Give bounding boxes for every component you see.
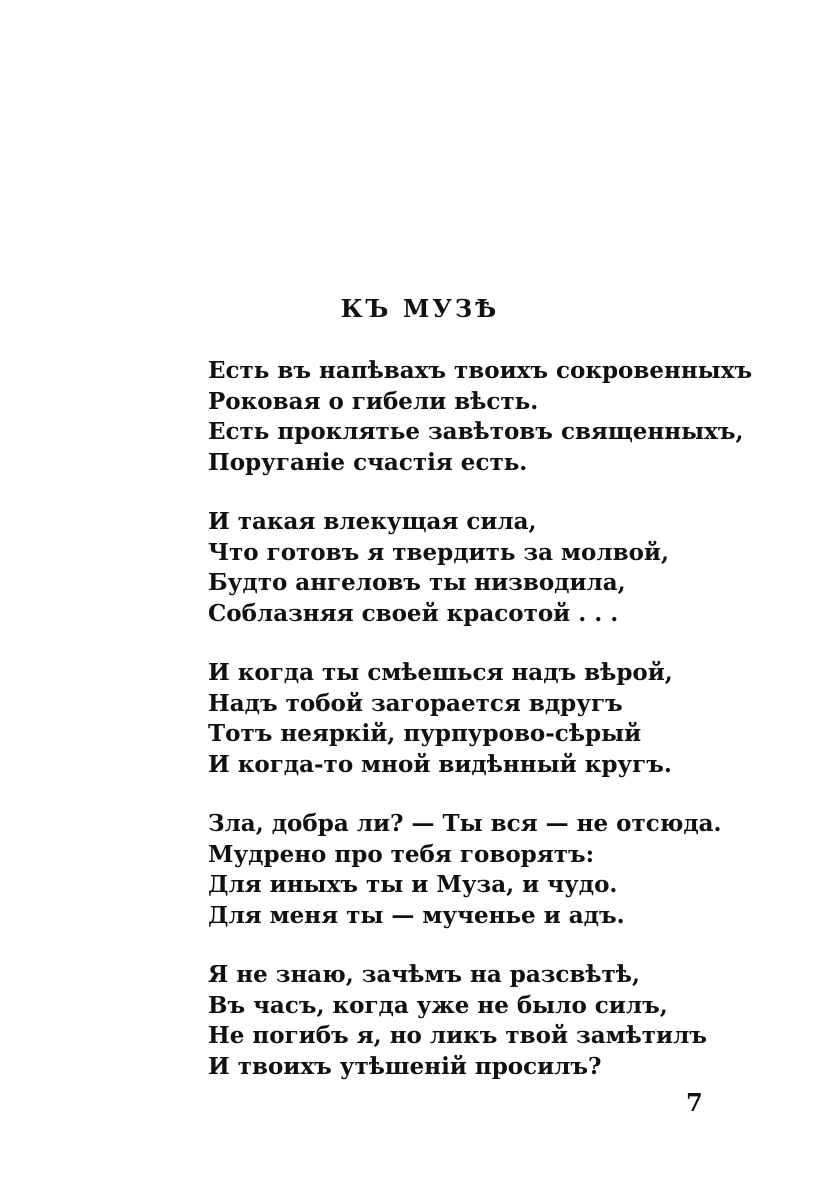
poem-line: Для иныхъ ты и Муза, и чудо. (208, 871, 618, 898)
poem-line: Будто ангеловъ ты низводила, (208, 569, 626, 596)
poem-line: Надъ тобой загорается вдругъ (208, 689, 623, 717)
poem-line: Не погибъ я, но ликъ твой замѣтилъ (208, 1022, 707, 1049)
poem-line: И когда ты смѣешься надъ вѣрой, (208, 659, 673, 686)
poem-body (208, 356, 768, 1111)
poem-line: И твоихъ утѣшеній просилъ? (208, 1052, 602, 1080)
poem-line: И когда-то мной видѣнный кругъ. (208, 750, 672, 778)
page-number: 7 (686, 1088, 703, 1117)
poem-line: Тотъ неяркій, пурпурово-сѣрый (208, 720, 642, 747)
poem-title: КЪ МУЗѢ (340, 294, 500, 323)
poem-line: Въ часъ, когда уже не было силъ, (208, 991, 668, 1019)
poem-line: Мудрено про тебя говорятъ: (208, 840, 595, 868)
poem-line: Для меня ты — мученье и адъ. (208, 901, 625, 929)
stanza-4 (208, 809, 768, 931)
poem-line: Зла, добра ли? — Ты вся — не отсюда. (208, 810, 722, 837)
poem-line: Я не знаю, зачѣмъ на разсвѣтѣ, (208, 961, 640, 988)
stanza-1 (208, 356, 768, 478)
poem-line: Есть проклятье завѣтовъ священныхъ, (208, 418, 744, 445)
stanza-2 (208, 507, 768, 629)
poem-line: Что готовъ я твердить за молвой, (208, 538, 669, 566)
poem-line: Есть въ напѣвахъ твоихъ сокровенныхъ (208, 357, 753, 384)
poem-line: Роковая о гибели вѣсть. (208, 387, 539, 415)
poem-line: И такая влекущая сила, (208, 508, 537, 535)
stanza-3 (208, 658, 768, 780)
stanza-5 (208, 960, 768, 1082)
poem-line: Поруганіе счастія есть. (208, 448, 528, 476)
poem-line: Соблазняя своей красотой . . . (208, 599, 619, 627)
